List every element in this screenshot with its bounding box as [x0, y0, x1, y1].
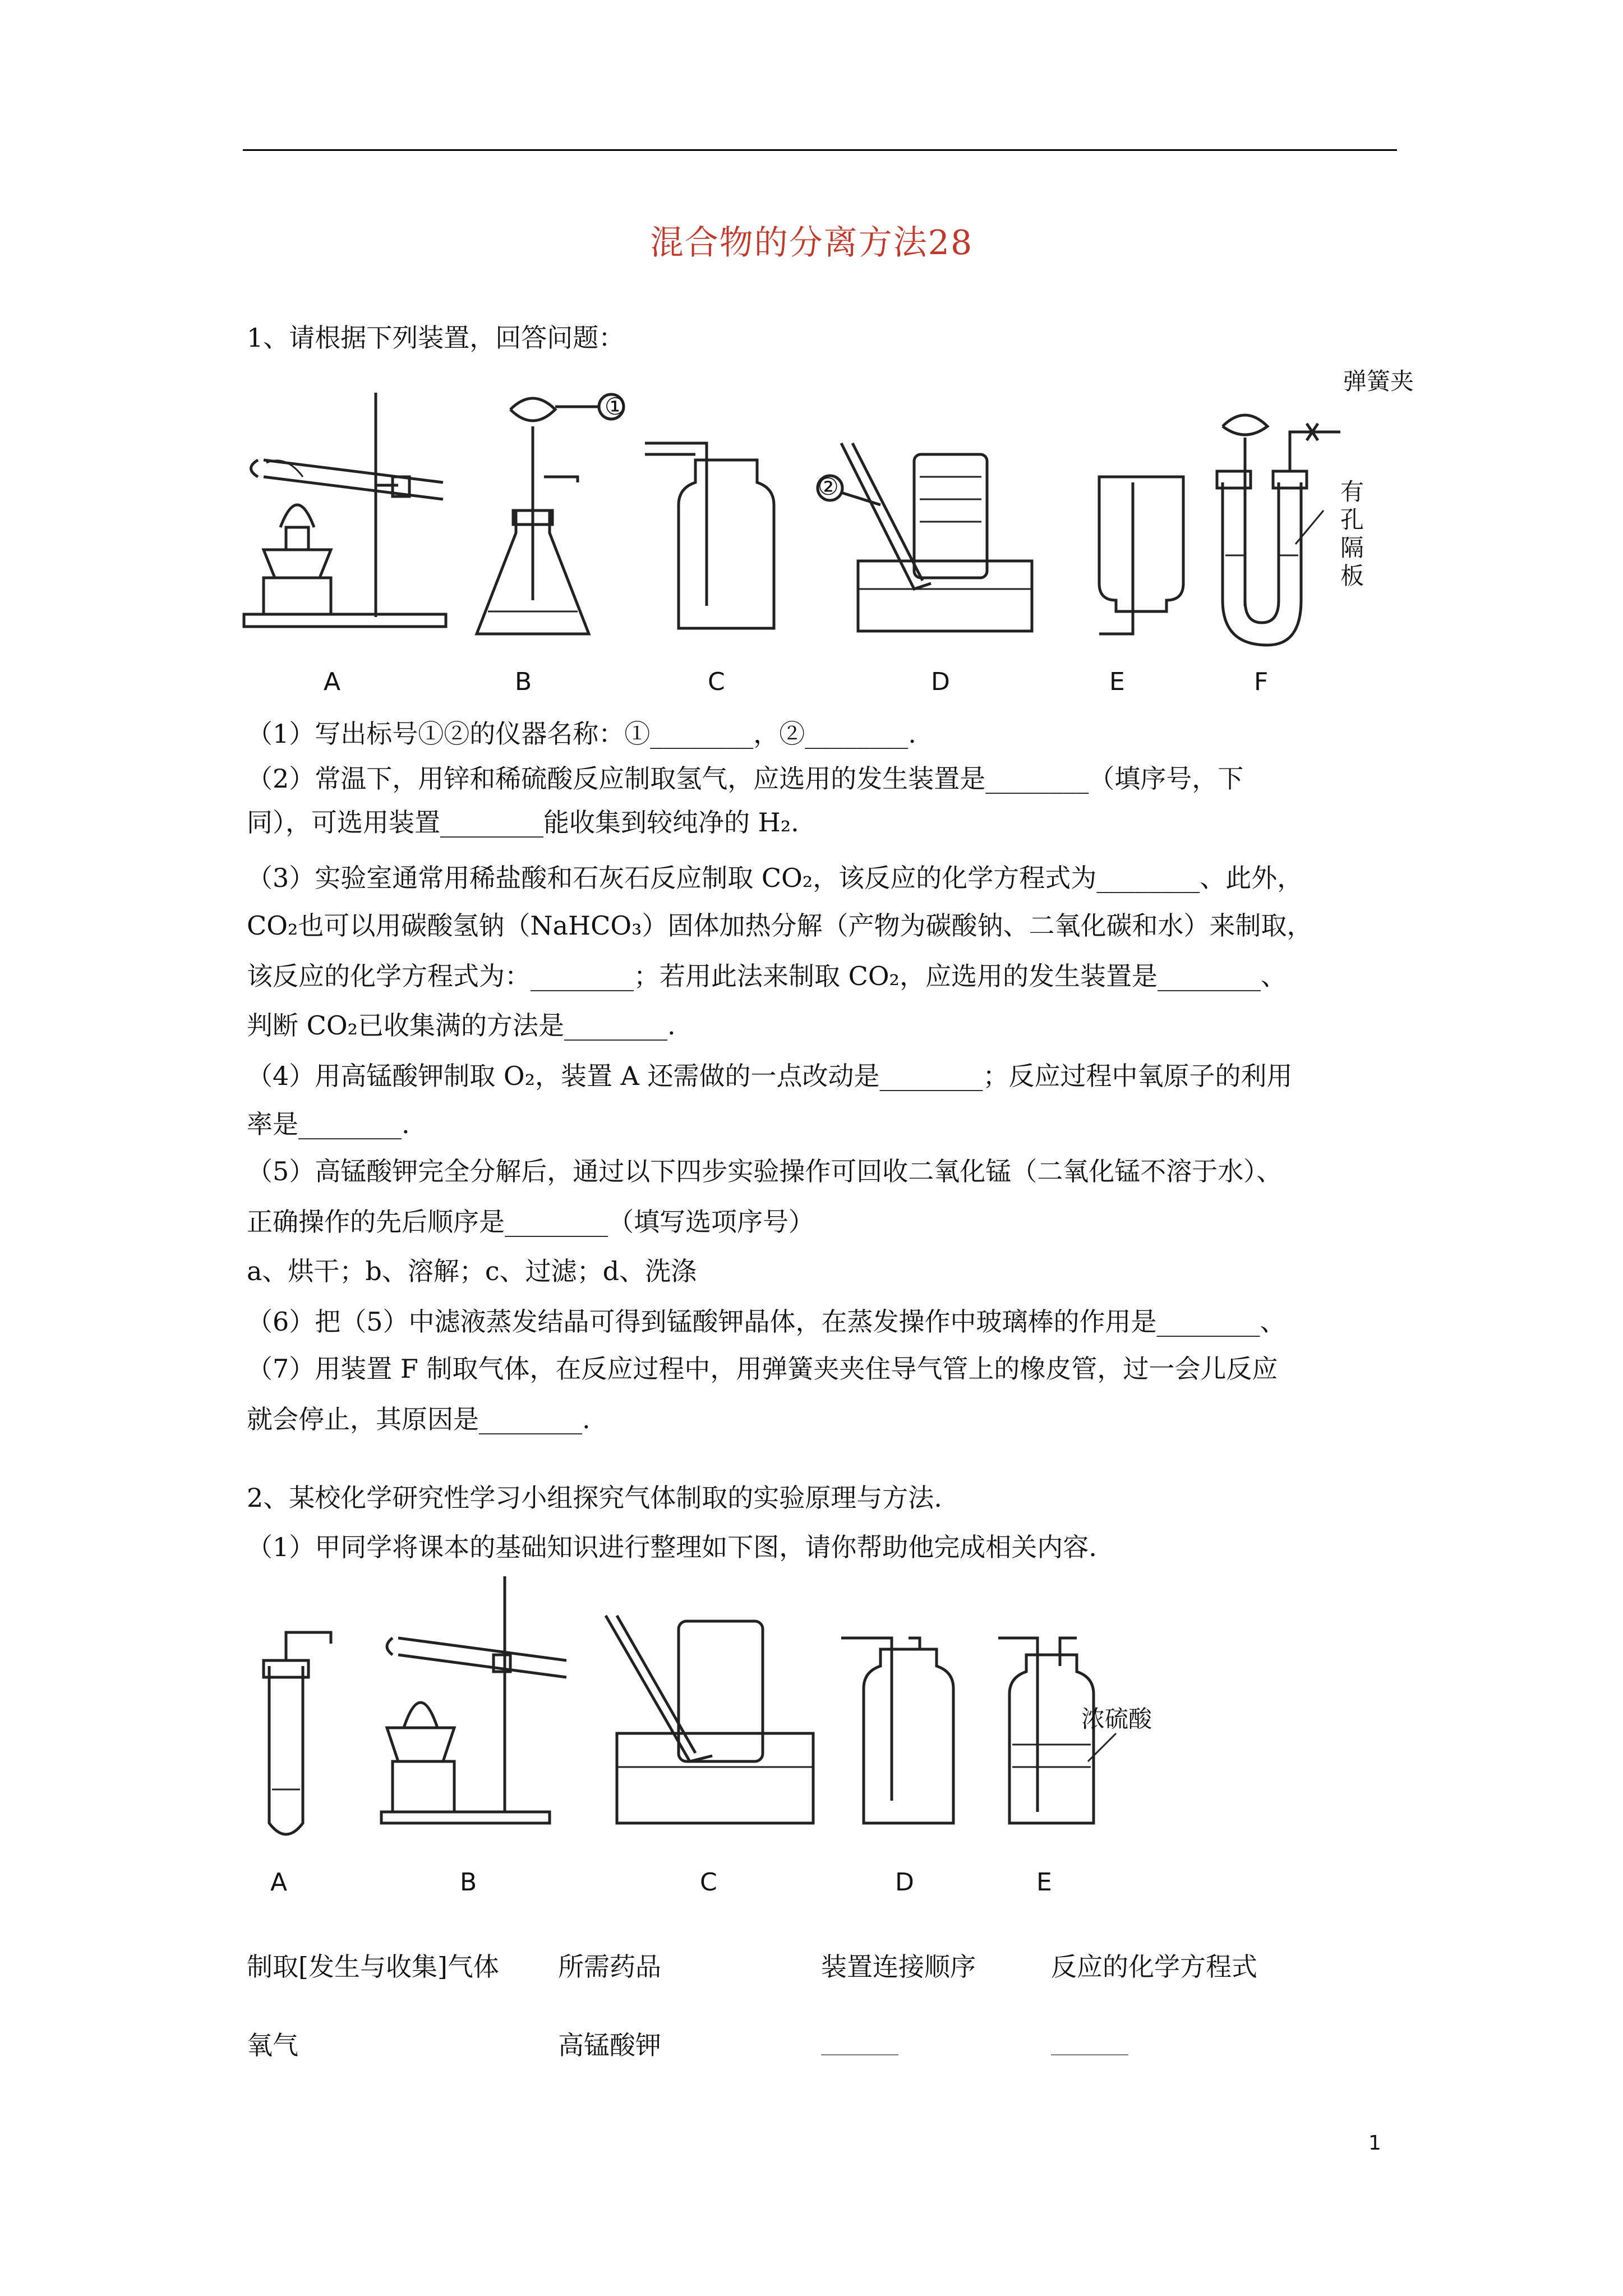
fig1-label-c: C [708, 668, 725, 696]
q2-apparatus-b [381, 1576, 566, 1823]
fig2-label-c: C [700, 1868, 717, 1897]
apparatus-d [818, 443, 1032, 631]
plate-label-1: 有 [1340, 478, 1364, 505]
marker-2: ② [818, 473, 839, 500]
q1-line-6: 该反应的化学方程式为：________；若用此法来制取 CO₂，应选用的发生装置是________、 [247, 961, 1287, 991]
q1-apparatus-figure [241, 365, 1419, 701]
fig2-label-b: B [460, 1868, 477, 1897]
apparatus-a [244, 393, 446, 627]
fig1-label-a: A [324, 668, 341, 696]
apparatus-b [477, 394, 624, 634]
apparatus-c [645, 443, 774, 628]
q1-line-14: （7）用装置 F 制取气体，在反应过程中，用弹簧夹夹住导气管上的橡皮管，过一会儿反应 [247, 1354, 1278, 1384]
page-title: 混合物的分离方法28 [649, 223, 974, 263]
q1-line-11: 正确操作的先后顺序是________（填写选项序号） [247, 1207, 814, 1237]
table-cell-reagent: 高锰酸钾 [558, 2030, 661, 2060]
q1-line-1: （1）写出标号①②的仪器名称：①________，②________. [247, 719, 916, 749]
fig2-label-d: D [895, 1868, 914, 1897]
spring-clip-label: 弹簧夹 [1343, 367, 1414, 395]
q2-apparatus-c [606, 1616, 813, 1823]
q1-line-2: （2）常温下，用锌和稀硫酸反应制取氢气，应选用的发生装置是________（填序号，下 [247, 763, 1244, 794]
fig1-label-f: F [1254, 668, 1269, 696]
plate-label-4: 板 [1340, 562, 1364, 590]
table-cell-order-blank: ______ [821, 2025, 898, 2055]
q2-apparatus-figure [247, 1576, 1200, 1857]
q1-line-3: 同），可选用装置________能收集到较纯净的 H₂. [247, 807, 799, 838]
q1-line-9: 率是________. [247, 1109, 410, 1139]
q1-line-4: （3）实验室通常用稀盐酸和石灰石反应制取 CO₂，该反应的化学方程式为________、此外， [247, 863, 1303, 893]
table-header-reagent: 所需药品 [558, 1952, 661, 1982]
table-header-gas: 制取[发生与收集]气体 [247, 1952, 499, 1982]
q1-line-8: （4）用高锰酸钾制取 O₂，装置 A 还需做的一点改动是________；反应过程中氧原子的利用 [247, 1061, 1293, 1091]
q2-apparatus-a [264, 1632, 331, 1834]
apparatus-e [1099, 477, 1183, 634]
apparatus-f [1217, 415, 1340, 645]
plate-label-3: 隔 [1340, 534, 1364, 562]
q2-intro: 2、某校化学研究性学习小组探究气体制取的实验原理与方法. [247, 1483, 942, 1513]
table-cell-gas: 氧气 [247, 2030, 298, 2060]
page-number: 1 [1368, 2132, 1381, 2155]
table-header-equation: 反应的化学方程式 [1051, 1952, 1257, 1982]
q1-line-5: CO₂也可以用碳酸氢钠（NaHCO₃）固体加热分解（产物为碳酸钠、二氧化碳和水）来制取， [247, 910, 1313, 941]
fig1-label-b: B [515, 668, 532, 696]
q1-line-10: （5）高锰酸钾完全分解后，通过以下四步实验操作可回收二氧化锰（二氧化锰不溶于水）、 [247, 1156, 1283, 1186]
q2-apparatus-d [841, 1638, 953, 1823]
q2-sub1: （1）甲同学将课本的基础知识进行整理如下图，请你帮助他完成相关内容. [247, 1532, 1097, 1562]
q1-line-13: （6）把（5）中滤液蒸发结晶可得到锰酸钾晶体，在蒸发操作中玻璃棒的作用是________、 [247, 1306, 1286, 1337]
q1-intro: 1、请根据下列装置，回答问题： [247, 323, 625, 353]
plate-label-2: 孔 [1340, 506, 1364, 533]
fig1-label-d: D [931, 668, 950, 696]
header-rule [243, 149, 1397, 151]
q1-line-15: 就会停止，其原因是________. [247, 1404, 591, 1434]
table-cell-equation-blank: ______ [1051, 2025, 1128, 2055]
q1-line-12: a、烘干；b、溶解；c、过滤；d、洗涤 [247, 1256, 697, 1286]
fig2-label-e: E [1036, 1868, 1052, 1897]
acid-label: 浓硫酸 [1081, 1705, 1152, 1733]
marker-1: ① [605, 393, 626, 420]
q1-line-7: 判断 CO₂已收集满的方法是________. [247, 1010, 676, 1041]
table-header-order: 装置连接顺序 [821, 1952, 976, 1982]
fig2-label-a: A [270, 1868, 288, 1897]
fig1-label-e: E [1109, 668, 1125, 696]
